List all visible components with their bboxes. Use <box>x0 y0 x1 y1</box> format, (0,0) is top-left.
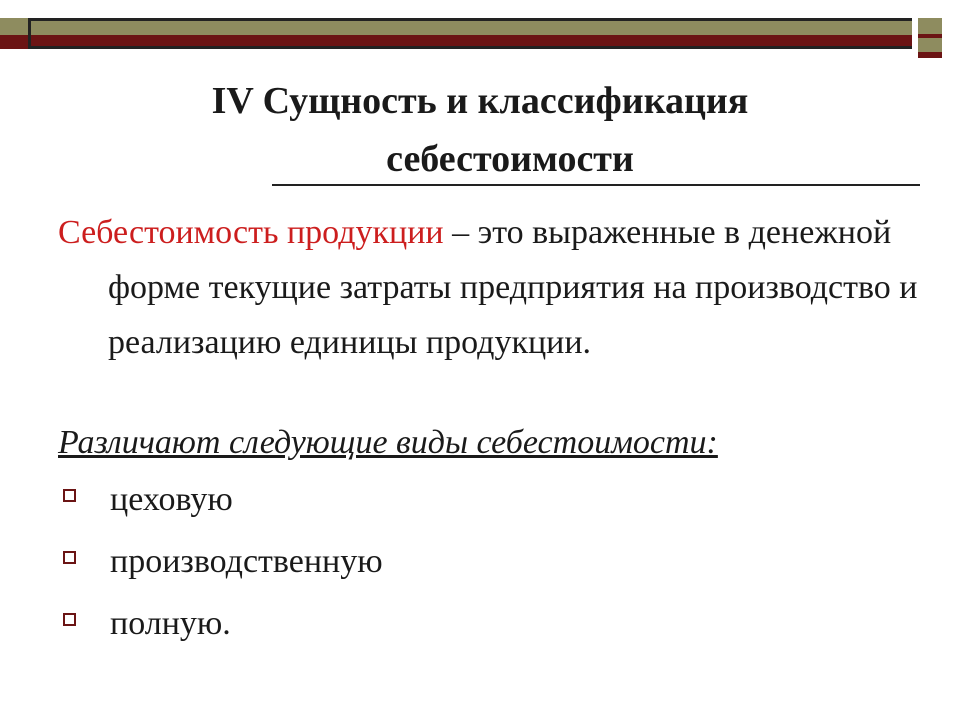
definition-text: – это выраженные в денежной форме текущие затраты предприятия на производство и реализацию единицы продукции. <box>108 214 918 361</box>
definition-term: Себестоимость продукции <box>58 214 444 251</box>
list-item-label: цеховую <box>110 481 233 518</box>
corner-block-maroon-bottom <box>918 52 942 58</box>
square-bullet-icon <box>63 489 76 502</box>
square-bullet-icon <box>63 551 76 564</box>
types-subheading: Различают следующие виды себестоимости: <box>58 424 718 461</box>
slide-title-line1: IV Сущность и классификация <box>211 80 749 122</box>
definition-paragraph <box>58 205 960 370</box>
list-item <box>58 534 383 596</box>
corner-block-olive-top <box>918 18 942 34</box>
list-item-label: производственную <box>110 543 383 580</box>
slide-title <box>60 72 900 188</box>
types-list <box>58 472 383 658</box>
list-item <box>58 472 383 534</box>
square-bullet-icon <box>63 613 76 626</box>
list-item <box>58 596 383 658</box>
slide-title-line2: себестоимости <box>386 138 634 180</box>
corner-block-olive-bottom <box>918 38 942 52</box>
header-bar-frame <box>28 18 912 49</box>
title-divider <box>272 184 920 186</box>
list-item-label: полную. <box>110 605 231 642</box>
